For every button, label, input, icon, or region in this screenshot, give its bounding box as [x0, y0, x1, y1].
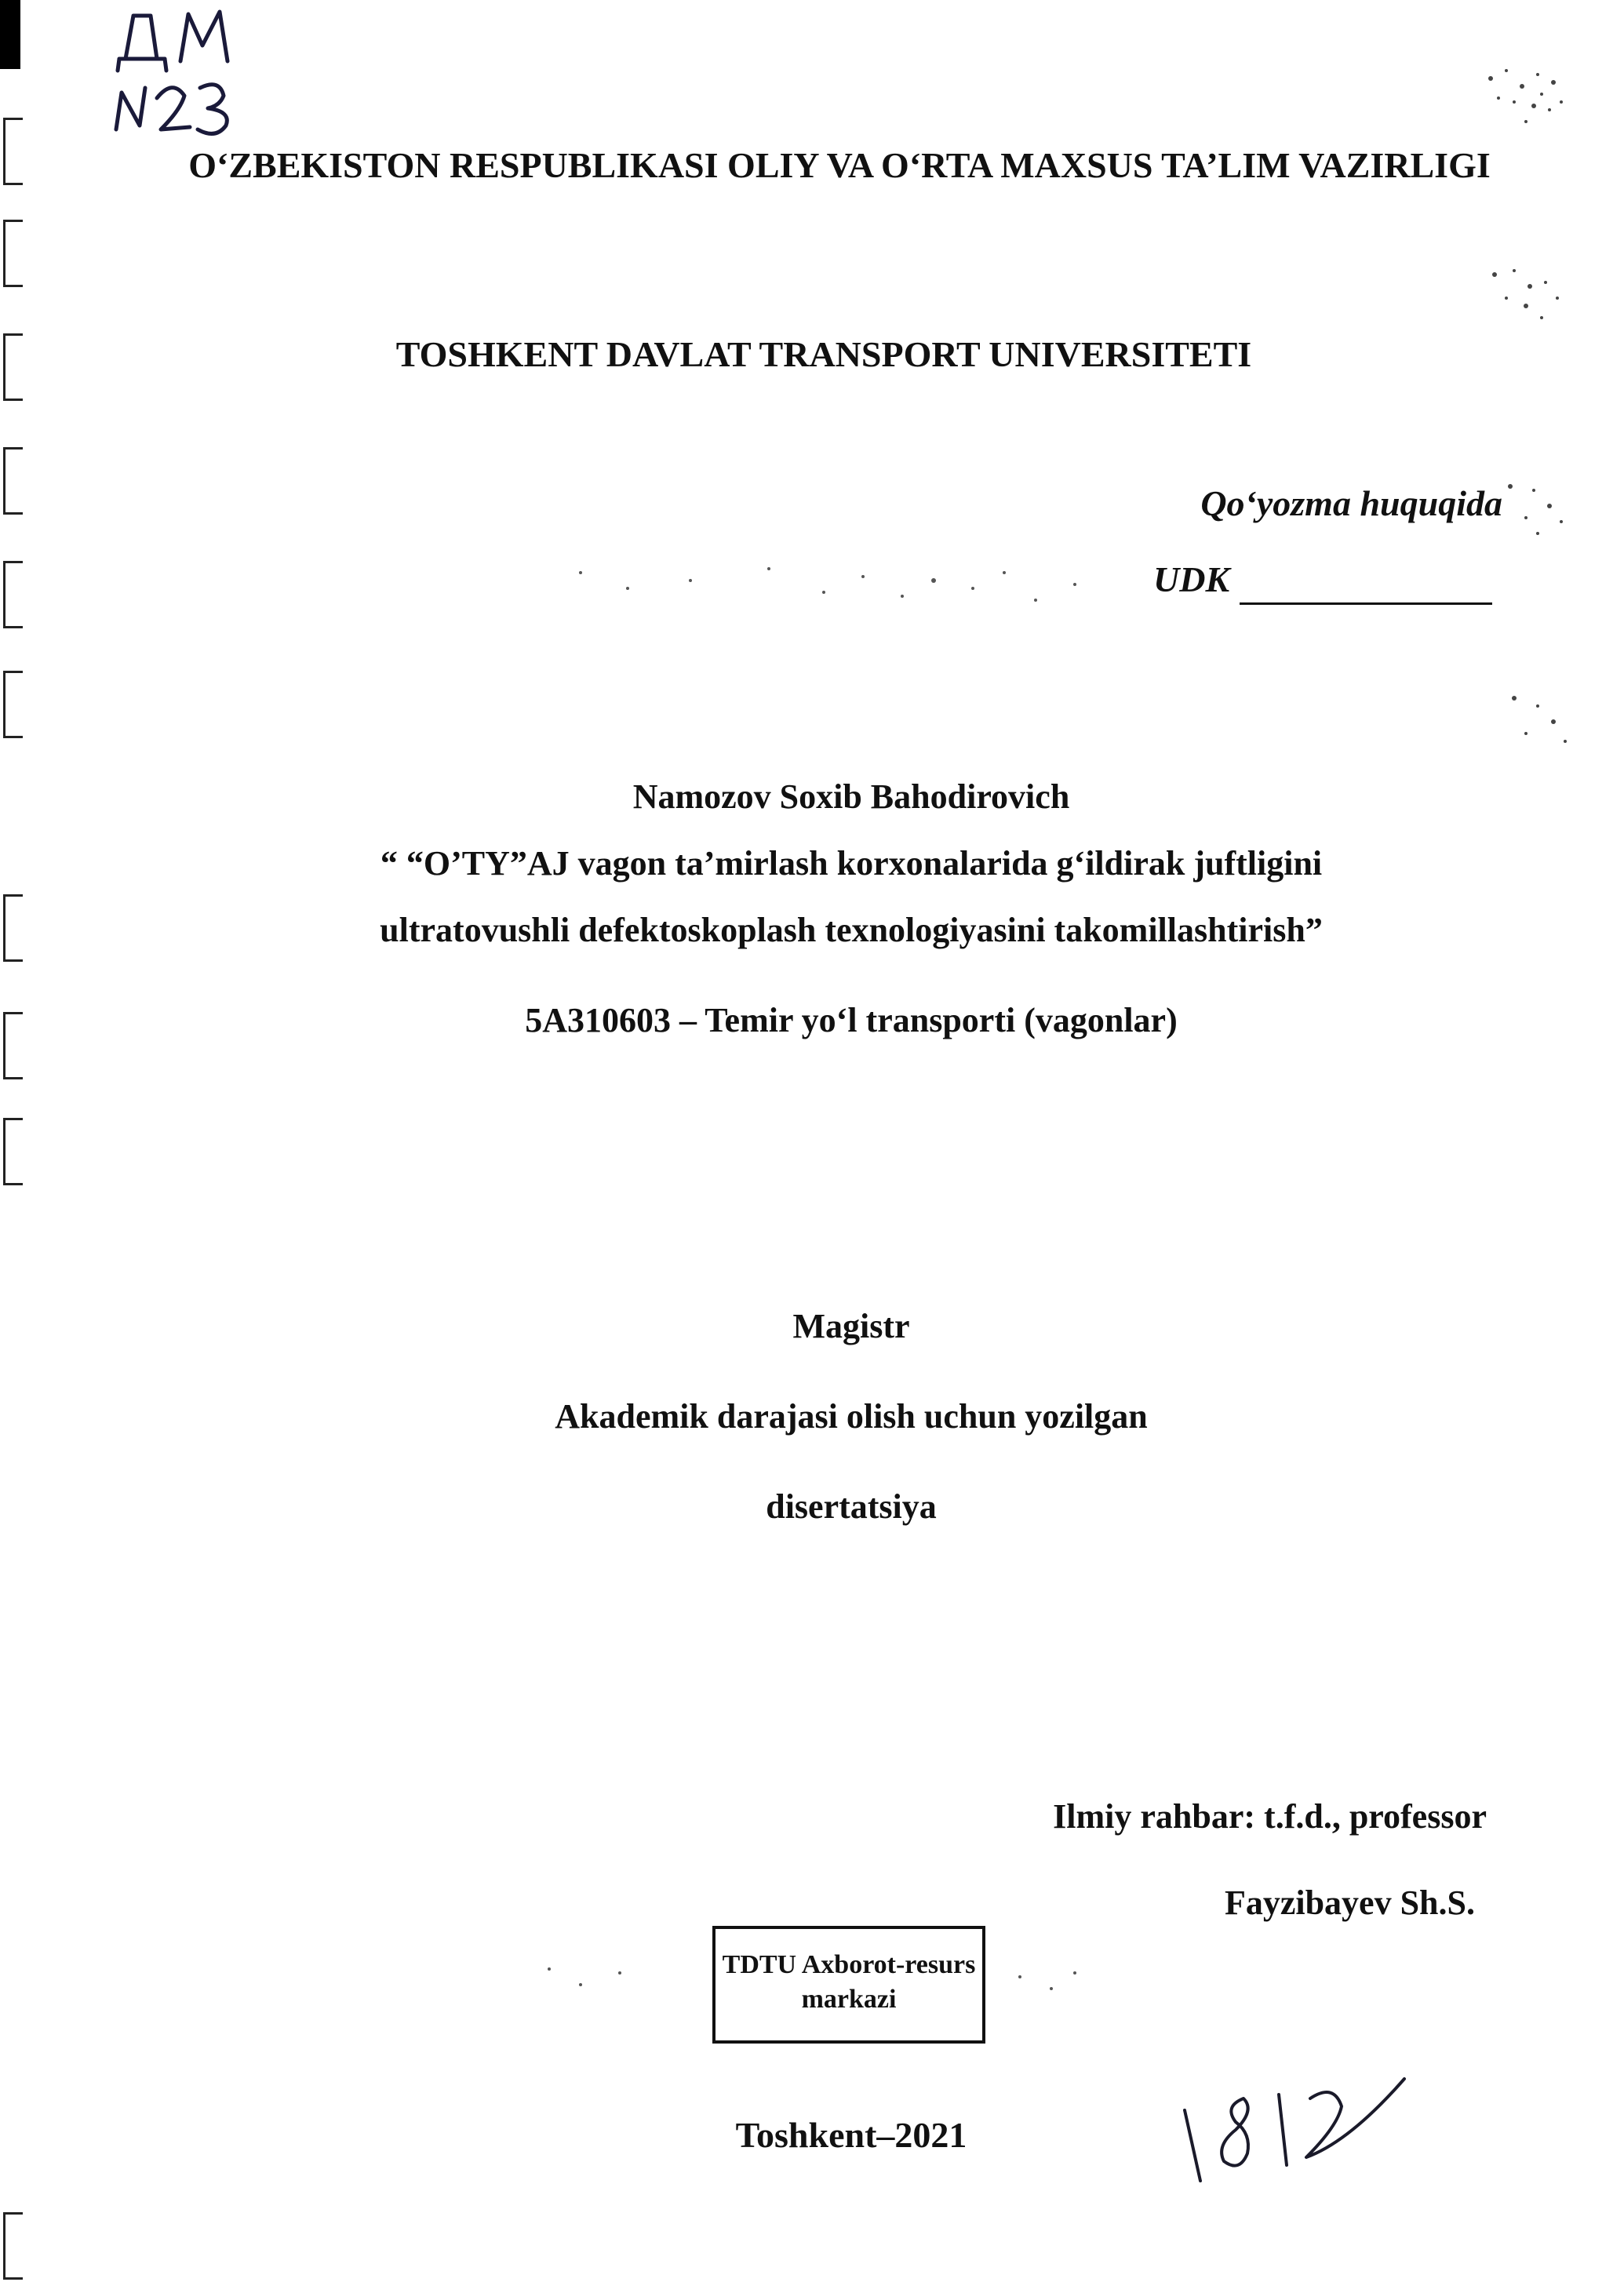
binding-bracket — [3, 2212, 23, 2280]
binding-bracket — [3, 671, 23, 738]
handwritten-inventory-number — [1169, 2063, 1436, 2189]
library-stamp — [712, 1926, 985, 2044]
binding-bracket — [3, 118, 23, 185]
binding-bracket — [3, 1118, 23, 1185]
degree-purpose: Akademik darajasi olish uchun yozilgan — [555, 1397, 1148, 1436]
thesis-title-line-1: “ “O’TY”AJ vagon ta’mirlash korxonalarida g‘ildirak juftligini — [380, 844, 1323, 883]
binding-bracket — [3, 894, 23, 962]
supervisor-name: Fayzibayev Sh.S. — [1224, 1884, 1475, 1922]
stamp-line-2: markazi — [801, 1985, 897, 2014]
binding-bracket — [3, 220, 23, 287]
stamp-line-1: TDTU Axborot-resurs — [722, 1950, 976, 1979]
ministry-title: O‘ZBEKISTON RESPUBLIKASI OLIY VA O‘RTA MAXSUS TA’LIM VAZIRLIGI — [188, 145, 1491, 185]
scan-noise — [1475, 47, 1585, 149]
udk-label: UDK — [1153, 559, 1230, 599]
binding-mark — [0, 0, 20, 69]
binding-bracket — [3, 1012, 23, 1079]
binding-bracket — [3, 447, 23, 515]
scan-noise — [565, 549, 1130, 635]
university-title: TOSHKENT DAVLAT TRANSPORT UNIVERSITETI — [395, 334, 1252, 374]
rights-note: Qo‘yozma huquqida — [1200, 483, 1502, 523]
document-type: disertatsiya — [766, 1487, 937, 1526]
udk-blank-line — [1240, 602, 1492, 605]
binding-bracket — [3, 333, 23, 401]
author-name: Namozov Soxib Bahodirovich — [632, 777, 1070, 816]
degree-label: Magistr — [792, 1307, 910, 1345]
city-year: Toshkent–2021 — [735, 2115, 967, 2155]
scan-noise — [1491, 675, 1593, 769]
specialty-code: 5A310603 – Temir yo‘l transporti (vagonlar) — [525, 1001, 1178, 1039]
supervisor-role: Ilmiy rahbar: t.f.d., professor — [1053, 1797, 1487, 1836]
handwritten-corner-mark — [102, 0, 259, 149]
scan-noise — [1475, 251, 1585, 345]
binding-bracket — [3, 561, 23, 628]
scan-noise — [1491, 463, 1593, 557]
thesis-title-line-2: ultratovushli defektoskoplash texnologiyasini takomillashtirish” — [380, 911, 1323, 949]
